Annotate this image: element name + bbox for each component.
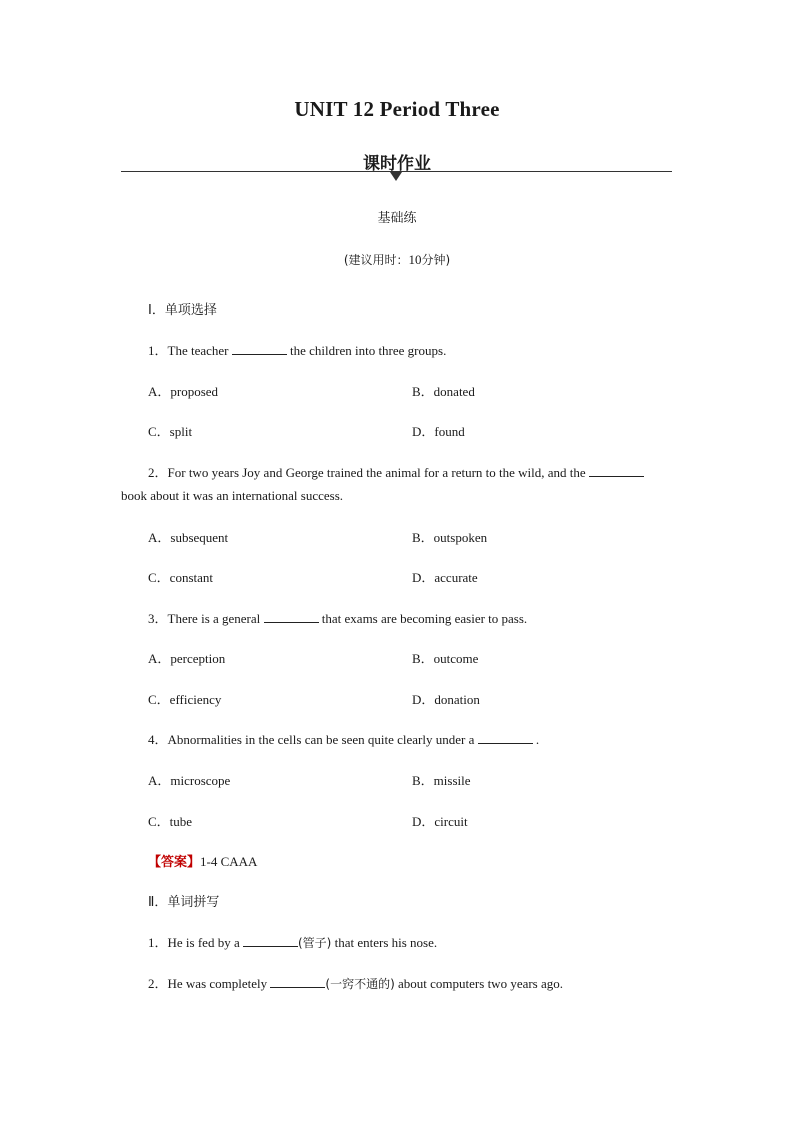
item-number: 1． <box>148 935 168 950</box>
question-text: There is a general <box>167 611 264 626</box>
chinese-hint: (一窍不通的) <box>325 977 395 991</box>
question-text: that exams are becoming easier to pass. <box>318 611 528 626</box>
option-b: B．outspoken <box>412 530 488 545</box>
question-text: . <box>532 732 540 747</box>
question-number: 4． <box>148 732 168 747</box>
option-c: C．split <box>148 424 193 439</box>
option-b: B．outcome <box>412 651 479 666</box>
item-text: about computers two years ago. <box>394 976 564 991</box>
level-label: 基础练 <box>377 211 417 226</box>
part2-heading: Ⅱ．单词拼写 <box>148 895 220 910</box>
answer-blank <box>478 732 533 744</box>
question-text: The teacher <box>167 343 232 358</box>
page-title: UNIT 12 Period Three <box>294 97 500 121</box>
answer-blank <box>264 611 319 623</box>
item-text: He was completely <box>167 976 271 991</box>
time-note-unit: 分钟) <box>421 253 451 267</box>
time-note-num: 10 <box>408 252 422 267</box>
question-1 <box>148 340 446 359</box>
question-number: 2． <box>148 465 168 480</box>
option-c: C．efficiency <box>148 692 222 707</box>
option-d: D．circuit <box>412 814 468 829</box>
option-c: C．tube <box>148 814 193 829</box>
option-a: A．perception <box>148 651 226 666</box>
item-text: that enters his nose. <box>331 935 438 950</box>
question-number: 3． <box>148 611 168 626</box>
question-2 <box>148 462 644 481</box>
option-a: A．microscope <box>148 773 231 788</box>
option-d: D．found <box>412 424 465 439</box>
spelling-item-2 <box>148 973 563 992</box>
chinese-hint: (管子) <box>297 936 332 950</box>
question-text: For two years Joy and George trained the animal for a return to the wild, and the <box>167 465 589 480</box>
answer-line <box>148 851 257 870</box>
option-d: D．donation <box>412 692 480 707</box>
item-number: 2． <box>148 976 168 991</box>
question-text: Abnormalities in the cells can be seen quite clearly under a <box>167 732 478 747</box>
option-b: B．missile <box>412 773 471 788</box>
option-d: D．accurate <box>412 570 478 585</box>
question-text: the children into three groups. <box>286 343 447 358</box>
section-label: 课时作业 <box>363 154 431 174</box>
answer-blank <box>243 935 298 947</box>
option-c: C．constant <box>148 570 213 585</box>
answer-blank <box>589 465 644 477</box>
item-text: He is fed by a <box>167 935 243 950</box>
option-a: A．subsequent <box>148 530 229 545</box>
option-b: B．donated <box>412 384 475 399</box>
answer-tag: 【答案】 <box>148 855 201 870</box>
spelling-item-1 <box>148 932 437 951</box>
question-2-continuation: book about it was an international success. <box>121 488 344 503</box>
divider-triangle-icon <box>390 172 402 181</box>
answer-blank <box>232 343 287 355</box>
question-3 <box>148 608 527 627</box>
time-note-open: (建议用时： <box>343 253 409 267</box>
part1-heading: Ⅰ．单项选择 <box>148 303 217 318</box>
answer-text: 1-4 CAAA <box>200 854 258 869</box>
question-4 <box>148 729 539 748</box>
answer-blank <box>270 976 325 988</box>
question-number: 1． <box>148 343 168 358</box>
time-note <box>0 251 794 268</box>
option-a: A．proposed <box>148 384 219 399</box>
